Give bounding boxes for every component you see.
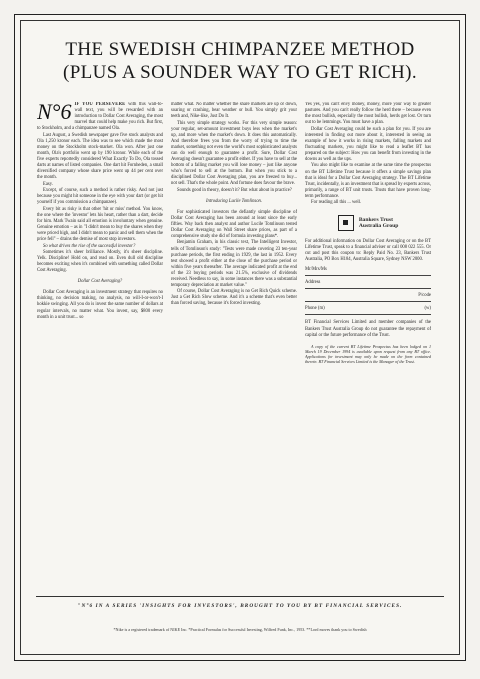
coupon-name-label: Mr/Mrs/Ms [305, 267, 327, 273]
column-2 [171, 102, 297, 586]
issue-number: N°6 [37, 102, 72, 124]
subheading: Dollar Cost Averaging? [77, 279, 123, 285]
paragraph: Sounds good in theory, doesn't it? But what about in practice? [177, 187, 292, 193]
paragraph: Last August, a Swedish newspaper gave five stock analysts and Ola 1,250 kronor each. The idea was to see which made the most money on the Stockholm stock-market. Ola won. After just one month, Ola's portfolio went up by 190 kronor. While each of the five experts reportedly considered What Exactly To Do, Ola tossed darts at names of listed companies. One dart hit Fornheden, a small diversified company whose share price went up 44 per cent over the month. [37, 132, 163, 181]
coupon-postcode-label: P/code [418, 293, 431, 299]
logo-text [359, 217, 399, 230]
bankers-trust-logo-icon [338, 215, 354, 231]
bankers-trust-logo [305, 215, 431, 231]
paragraph: For additional information on Dollar Cost Averaging or on the BT Lifetime Trust, speak to a financial adviser or call 008 022 555. Or cut and post this coupon to: Reply Paid No. 23, Bankers Trust Australia, PO Box H184, Australia Square, Sydney NSW 2000. [305, 239, 431, 263]
coupon-phone-label: Phone (m) [305, 306, 325, 312]
coupon-postcode-field[interactable] [305, 291, 431, 302]
subheading: Introducing Lucile Tomlinson. [206, 198, 262, 204]
footnotes: *Nike is a registered trademark of NIKE Inc. *Practical Formulas for Successful Investing, Wilfred Funk, Inc., 1953. **Lord moves thank you to Swedish [113, 627, 367, 632]
paragraph: Except, of course, such a method is rather risky. And not just because you might hit someone in the eye with your dart (or get hit yourself if you commission a chimpanzee). [37, 188, 163, 206]
paragraph: Sometimes it's sheer brilliance. Mostly, it's sheer discipline. Yelk. Discipline! Hold on, and read on. Even dull old discipline becomes exciting when it's combined with something called Dollar Cost Averaging. [37, 250, 163, 274]
paragraph: This very simple strategy works. For this very simple reason: your regular, set-amount investment buys less when the market's up, and more when the market's down. It does this automatically. And therefore frees you from the worry of trying to time the market, something not even the world's most sophisticated analysts can do well enough to guarantee a profit. Sure, Dollar Cost Averaging doesn't guarantee a profit either. If you have to sell at the bottom of a falling market you will lose money – just like anyone who's forced to sell at the bottom. But when you stick to a disciplined Dollar Cost Averaging plan, you are freezed to buy... not sell. That's the whole point. And fortune does favour the brave. [171, 120, 297, 187]
headline [0, 38, 480, 84]
coupon-address-field[interactable] [305, 278, 431, 289]
logo-line-2: Australia Group [358, 223, 399, 230]
paragraph: Of course, Dollar Cost Averaging is no Get Rich Quick scheme. Just a Get Rich Slow scheme. And it's a scheme that's even better than forced saving, because it's forced investing. [171, 289, 297, 307]
paragraph: BT Financial Services Limited and member companies of the Bankers Trust Australia Group do not guarantee the repayment of capital or the future performance of the Trust. [305, 320, 431, 338]
headline-line-2: (PLUS A SOUNDER WAY TO GET RICH). [62, 62, 418, 83]
column-1 [37, 102, 163, 586]
logo-line-1: Bankers Trust [358, 216, 393, 223]
opening-paragraph [37, 102, 163, 132]
paragraph: matter what. No matter whether the share markets are up or down, soaring or crashing, bear weather or bull. You simply grit your teeth and, Nike-like, Just Do It. [171, 102, 297, 120]
paragraph: Benjamin Graham, in his classic text, The Intelligent Investor, tells of Tomlinson's study: "Tests were made covering 23 ten-year purchase periods, the first ending in 1929, the last in 1952. Every test showed a profit either at the close of the purchase period or within five years thereafter. The average indicated profit at the end of the 23 buying periods was 21.5%, exclusive of dividends received. Needless to say, in some instances there was a substantial temporary depreciation at market value." [171, 240, 297, 288]
coupon-name-field[interactable] [305, 265, 431, 276]
body-columns [37, 102, 433, 586]
coupon-phone-w-label: (w) [424, 306, 431, 312]
paragraph: So what drives the rise of the successful investor? [43, 243, 136, 249]
coupon-phone-field[interactable] [305, 304, 431, 315]
headline-line-1: THE SWEDISH CHIMPANZEE METHOD [65, 39, 415, 60]
opening-text: with this wall-to-wall text, you will be rewarded with an introduction to Dollar Cost Averaging, the most marvel that could help make you rich. But first, to Stockholm, and a chimpanzee named Ola. [37, 102, 163, 132]
series-tagline: "N°6 IN A SERIES 'INSIGHTS FOR INVESTORS', BROUGHT TO YOU BY BT FINANCIAL SERVICES. [36, 596, 444, 609]
paragraph: For sophisticated investors the defiantly simple discipline of Dollar Cost Averaging has been around at least since the early fifties. Way back then analyst and author Lucile Tomlinson tested Dollar Cost Averaging on Wall Street share prices, as part of a comprehensive study she did of formula investing plans*. [171, 209, 297, 239]
paragraph: Yes yes, you can't envy money, money, more your way to greater pastures. And you can't really follow the herd there – because even the most bullish, especially the most bullish, herds get lost. Or turn out to be lemmings. You must have a plan. [305, 102, 431, 126]
paragraph: Dollar Cost Averaging is an investment strategy that requires no thinking, no decision making, no analysis, no will-I-or-won't-I hokkie swinging. All you do is invest the same number of dollars at regular intervals, no matter what. You invest, say, $800 every month in a unit trust... so [37, 290, 163, 320]
paragraph: Every bit as risky is that other 'hit or miss' method. You know, the one where the 'investor' lets his heart, rather than a dart, decide for him. Mark Twain said all emotion is involuntary when genuine. Genuine emotion – as in "I didn't mean to buy the shares when they were priced high, and I didn't mean to panic and sell them when the price fell" – drains the demise of most stop investors. [37, 206, 163, 243]
prospectus-disclaimer: A copy of the current BT Lifetime Prospectus has been lodged on 1 March 19 December 1994 is available upon request from any BT office. Applications for investment may only be made on the form contained therein. BT Financial Services Limited is the Manager of the Trust. [305, 343, 431, 365]
paragraph: You also might like to examine at the same time the prospectus on the BT Lifetime Trust because it offers a simple savings plan that is ideal for a Dollar Cost Averaging strategy. The BT Lifetime Trust, incidentally, is an investment that is spread by experts across, primarily, a range of BT unit trusts. Trusts that have proven long-term performance. [305, 163, 431, 199]
column-3 [305, 102, 431, 586]
paragraph: Easy. [43, 181, 53, 187]
paragraph: Dollar Cost Averaging could be such a plan for you. If you are interested in finding out more about it, interested in seeing an example of how it works in rising markets, falling markets and fluctuating markets, you might like to read a leaflet BT has prepared on the subject: How you can benefit from investing in the downs as well as the ups. [305, 126, 431, 162]
coupon-address-label: Address [305, 280, 321, 286]
paragraph: For reading all this ... well. [311, 200, 362, 206]
lead-in: IF YOU PERSEVERE [74, 102, 126, 107]
